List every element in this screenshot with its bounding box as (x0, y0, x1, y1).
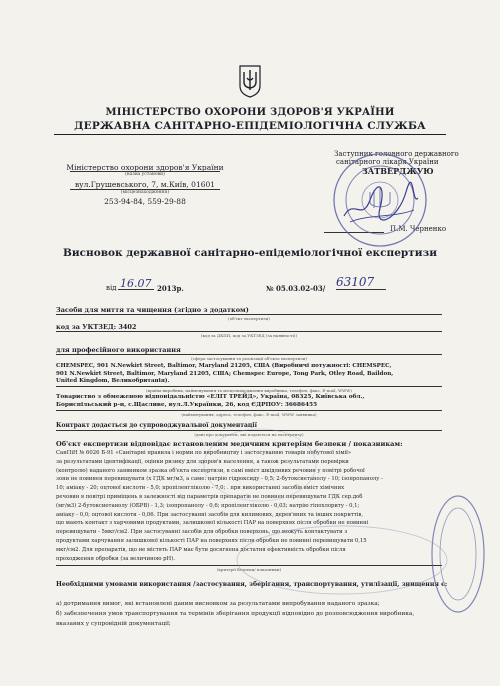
conditions-heading: Необхідними умовами використання /застосування, зберігання, транспортування, утилізації, знищення є: (56, 581, 448, 588)
use-caption: (сфера застосування та реалізації об'єкта експертизи) (191, 356, 307, 361)
applicant-caption: (найменування, адреса, телефон, факс, E-mail, WWW заявника) (181, 412, 317, 417)
date-prefix: від (106, 284, 117, 292)
sender-name-caption: (назва установи) (125, 172, 165, 177)
sender-address: вул.Грушевського, 7, м.Київ, 01601 (74, 180, 216, 189)
faint-round-stamp-icon (200, 425, 320, 505)
applicant-field: Товариство з обмеженою відповідальністю «ЕЛІТ ТРЕЙД», Україна, 08325, Київська обл., Бориспільський р-н, с.Щасливе, вул.Л.Українки, 26, код ЄДРПОУ: 36686455 (56, 394, 365, 408)
manufacturer-caption: (країна-виробник, найменування та місцезнаходження виробника, телефон, факс, E-mail, WWW) (146, 388, 352, 393)
approval-heading: ЗАТВЕРДЖУЮ (362, 166, 434, 176)
docs-caption: (дані про документи, які подаються на експертизу) (194, 432, 304, 437)
date-handwritten: 16.07 (120, 277, 152, 290)
sender-phone: 253-94-84, 559-29-88 (104, 197, 186, 206)
criteria-text: СанПіН № 6026 Б-91 «Санітарні правила і норми по виробництву і застосуванню товарів побутової хімії» за результатами ідентифікації, оцінки ризику для здоров'я населення, а також результатами перевірки (контролю) наданого заявником зразка об'єкта експертизи, в самі вміст шкідливих речовин у повітрі робочої зони не повинен перевищувати (х ГДК мг/м3, а саме: натрію гідроксиду - 0,5; 2-бутоксиетанолу - 10; ізопропанолу - 10; аміаку - 20; оцтової кислоти - 5,0; пропіленгліколю - 7,0; . при використанні засобів вміст хімічних речовин в повітрі приміщень в залежності від параметрів препаратів не повинен перевищувати ГДК сер.доб (мг/м3) 2-бутоксиетанолу (ОБРВ) - 1,3; ізопропанолу - 0,6; пропіленгліколю - 0,03; натрію гіпохлориту - 0,1; аміаку - 0,0; оцтової кислоти - 0,06. При застосуванні засобів для килимових, дерев'яних та інших покриттів, що мають контакт з харчовими продуктами, залишкової кількості ПАР на поверхнях після обробки не повинні перевищувати - 5мкг/см2. При застосуванні засобів для обробки поверхонь, що можуть контактувати з продуктами харчування залишкової кількості ПАР на поверхнях після обробки не повинні перевищувати 0,15 мкг/см2. Для препаратів, що не містять ПАР має бути досягнена достатня ефективність обробки після проходження обробки (за величиною рН). (56, 450, 383, 562)
criteria-heading: Об'єкт експертизи відповідає встановленим медичним критеріям безпеки / показникам: (56, 440, 403, 448)
criteria-caption: (критерії безпеки/ показники) (216, 567, 282, 572)
ministry-name: МІНІСТЕРСТВО ОХОРОНИ ЗДОРОВ'Я УКРАЇНИ (105, 107, 395, 118)
product-field: Засоби для миття та чищення (згідно з додатком) (56, 306, 249, 314)
docs-field: Контракт додається до супроводжувальної документації (56, 422, 257, 429)
signature-icon (340, 178, 420, 228)
header-divider (54, 134, 446, 135)
use-field: для професійного використання (56, 346, 181, 354)
approval-role-1: Заступник головного державного (334, 150, 459, 158)
code-field: код за УКТЗЕД: 3402 (56, 323, 137, 331)
document-title: Висновок державної санітарно-епідеміологічної експертизи (62, 247, 438, 259)
trident-emblem-icon (238, 64, 262, 98)
number-handwritten: 63107 (336, 275, 375, 289)
conditions-text: а) дотримання вимог, які встановлені даним висновком за результатами випробування наданого зразка; б) забезпечення умов транспортування та термінів зберігання продукції відповідно до розповсюдження виробника, вказаних у супровідній документації; (56, 601, 415, 627)
service-name: ДЕРЖАВНА САНІТАРНО-ЕПІДЕМІОЛОГІЧНА СЛУЖБА (74, 120, 426, 132)
faint-stamp-overlay-icon (232, 520, 452, 600)
approval-signatory: П.М. Черненко (390, 225, 447, 233)
sender-name: Міністерство охорони здоров'я України (66, 163, 224, 172)
manufacturer-field: CHEMSPEC, 901 N.Newkirt Street, Baltimor, Maryland 21205, США (Виробничі потужності: CHEMSPEC, 901 N.Newkirt Street, Baltimor, Maryland 21205, США; Chemspec Europe, Tong Park, Otley Road, Baildon, United Kingdom, Великобританія). (56, 363, 394, 385)
date-year: 2013р. (157, 284, 184, 293)
number-prefix: № 05.03.02-03/ (266, 284, 326, 293)
approval-role-2: санітарного лікаря України (336, 158, 439, 166)
product-caption: (об'єкт експертизи) (228, 316, 270, 321)
sender-address-caption: (місцезнаходження) (120, 190, 170, 195)
code-caption: (код за ДКПП, код за УКТЗЕД (за наявності)) (200, 333, 298, 338)
